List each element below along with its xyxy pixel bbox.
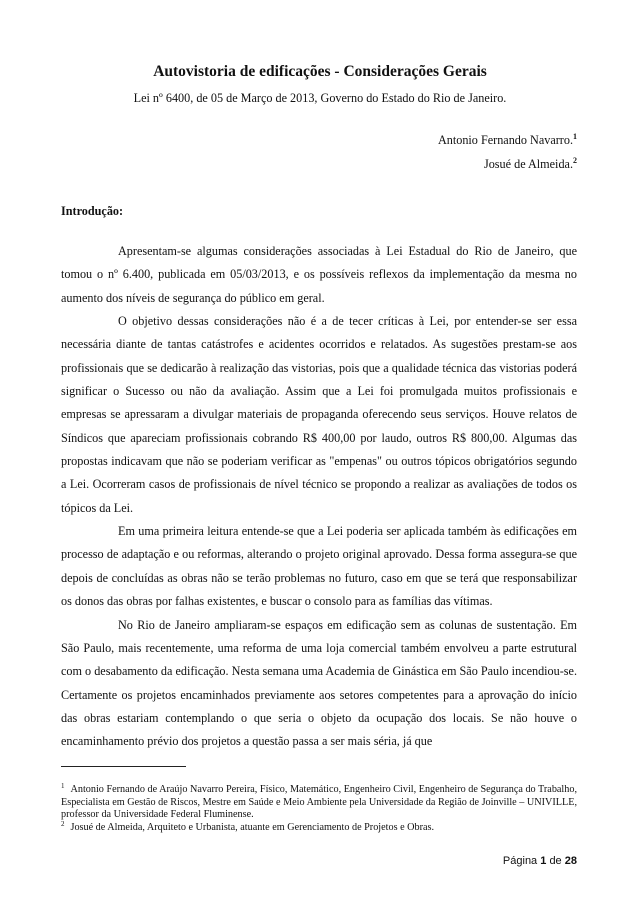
author-1 xyxy=(438,132,577,148)
author-2-name: Josué de Almeida. xyxy=(483,157,573,171)
footnote-2-ref: 2 xyxy=(61,819,65,828)
page-label: Página xyxy=(502,855,538,867)
author-2 xyxy=(484,156,577,172)
footnote-2-text: Josué de Almeida, Arquiteto e Urbanista, atuante em Gerenciamento de Projetos e Obras. xyxy=(70,822,435,834)
footnotes xyxy=(61,781,577,835)
page-current: 1 xyxy=(540,855,547,867)
footnote-divider xyxy=(61,766,186,767)
paragraph: O objetivo dessas considerações não é a de tecer críticas à Lei, por entender-se ser essa necessária diante de tantas catástrofes e acidentes ocorridos e relatados. As sugestões prestam-se aos profissionais que se dedicarão à realização das vistorias, pois que a qualidade técnica das vistorias poderá significar o Sucesso ou não da avaliação. Assim que a Lei foi promulgada muitos profissionais e empresas se apressaram a divulgar materiais de propaganda oferecendo seus serviços. Houve relatos de Síndicos que apareciam profissionais cobrando R$ 400,00 por laudo, outros R$ 800,00. Algumas das propostas indicavam que não se poderiam verificar as "empenas" ou outros tópicos obrigatórios segundo a Lei. Ocorreram casos de profissionais de nível técnico se propondo a realizar as avaliações de todos os tópicos da Lei. xyxy=(61,314,577,515)
page-of: de xyxy=(549,855,562,867)
paragraph: Apresentam-se algumas considerações associadas à Lei Estadual do Rio de Janeiro, que tomou o nº 6.400, publicada em 05/03/2013, e os possíveis reflexos da implementação da mesma no aumento dos níveis de segurança do público em geral. xyxy=(61,244,577,305)
footnote-2 xyxy=(61,819,577,835)
author-1-name: Antonio Fernando Navarro. xyxy=(437,133,573,147)
footnote-1 xyxy=(61,781,577,822)
page-number xyxy=(503,854,577,868)
body-text xyxy=(61,240,577,754)
document-subtitle: Lei nº 6400, de 05 de Março de 2013, Governo do Estado do Rio de Janeiro. xyxy=(133,91,507,105)
section-heading: Introdução: xyxy=(61,204,124,218)
author-1-footnote-ref: 1 xyxy=(573,131,577,141)
page-total: 28 xyxy=(564,855,577,867)
author-2-footnote-ref: 2 xyxy=(573,155,577,165)
paragraph: Em uma primeira leitura entende-se que a Lei poderia ser aplicada também às edificações em processo de adaptação e ou reformas, alterando o projeto original aprovado. Dessa forma assegura-se que depois de concluídas as obras não se terão problemas no futuro, caso em que se terá que responsabilizar os donos das obras por falhas existentes, e buscar o consolo para as famílias das vítimas. xyxy=(61,524,577,609)
footnote-1-ref: 1 xyxy=(61,781,65,790)
document-title: Autovistoria de edificações - Considerações Gerais xyxy=(153,63,487,80)
footnote-1-text: Antonio Fernando de Araújo Navarro Pereira, Físico, Matemático, Engenheiro Civil, Engenheiro de Segurança do Trabalho, Especialista em Gestão de Riscos, Mestre em Saúde e Meio Ambiente pela Universidade da Região de Joinville – UNIVILLE, professor da Universidade Federal Fluminense. xyxy=(61,784,577,821)
paragraph: No Rio de Janeiro ampliaram-se espaços em edificação sem as colunas de sustentação. Em São Paulo, mais recentemente, uma reforma de uma loja comercial também envolveu a parte estrutural com o desabamento da edificação. Nesta semana uma Academia de Ginástica em São Paulo incendiou-se. Certamente os projetos encaminhados previamente aos setores competentes para a aprovação do início das obras estariam contemplando o que seria o objeto da ocupação dos locais. Se não houve o encaminhamento prévio dos projetos a questão passa a ser mais séria, já que xyxy=(61,617,577,749)
